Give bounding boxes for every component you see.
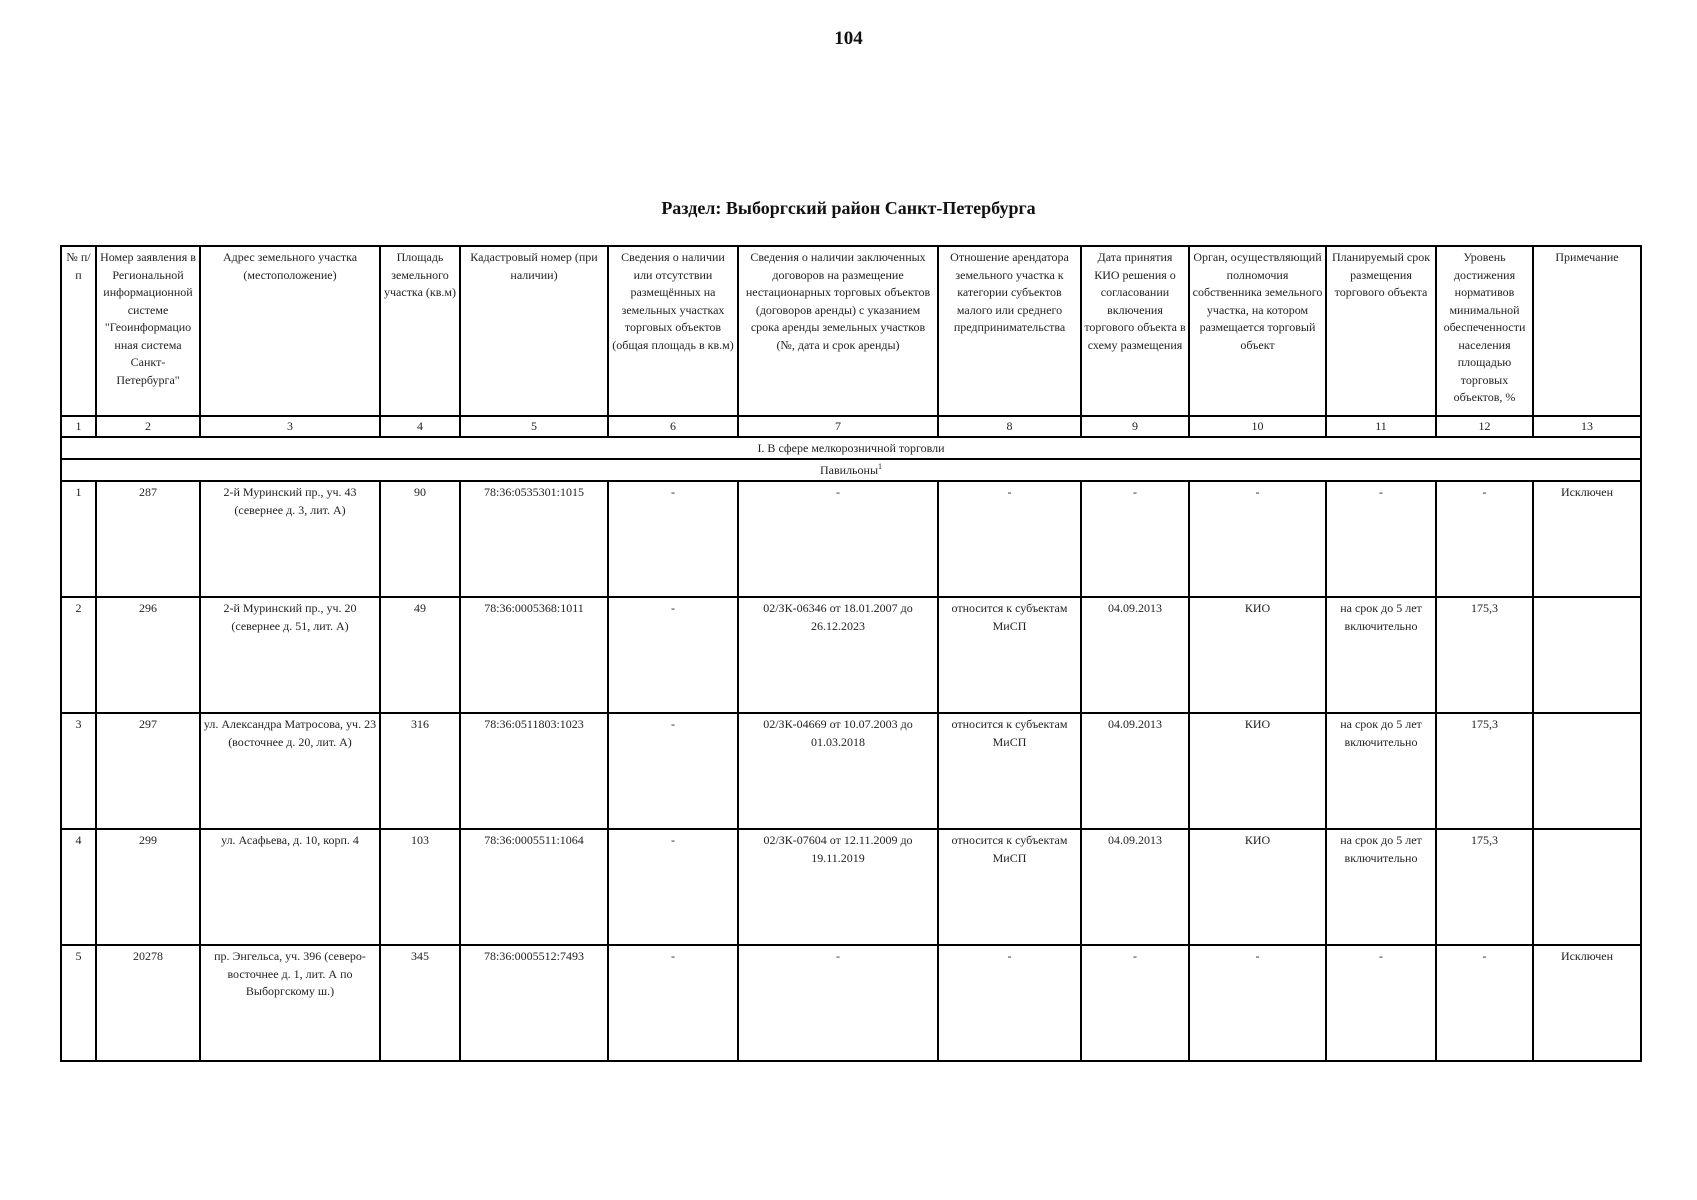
group-header: I. В сфере мелкорозничной торговли	[61, 437, 1641, 459]
table-cell: 20278	[96, 945, 200, 1061]
table-cell: -	[938, 481, 1081, 597]
table-cell: 2-й Муринский пр., уч. 20 (севернее д. 51, лит. А)	[200, 597, 380, 713]
column-number: 5	[460, 416, 608, 437]
table-cell: относится к субъектам МиСП	[938, 597, 1081, 713]
subgroup-label: Павильоны	[819, 463, 879, 477]
table-cell: 90	[380, 481, 460, 597]
column-number: 7	[738, 416, 938, 437]
table-cell: 345	[380, 945, 460, 1061]
column-header: Примечание	[1533, 246, 1641, 416]
table-cell: -	[608, 945, 738, 1061]
register-table	[60, 245, 1642, 1062]
column-number: 8	[938, 416, 1081, 437]
table-cell: -	[738, 481, 938, 597]
column-number: 3	[200, 416, 380, 437]
table-cell: 316	[380, 713, 460, 829]
column-header: Дата принятия КИО решения о согласовании включения торгового объекта в схему размещения	[1081, 246, 1189, 416]
table-cell	[1533, 829, 1641, 945]
table-cell: 04.09.2013	[1081, 713, 1189, 829]
table-cell: -	[1436, 945, 1533, 1061]
column-header: Сведения о наличии заключенных договоров на размещение нестационарных торговых объектов (договоров аренды) с указанием срока аренды земельных участков (№, дата и срок аренды)	[738, 246, 938, 416]
table-cell: 49	[380, 597, 460, 713]
table-cell: 02/ЗК-07604 от 12.11.2009 до 19.11.2019	[738, 829, 938, 945]
column-header: Отношение арендатора земельного участка к категории субъектов малого или среднего предпринимательства	[938, 246, 1081, 416]
table-cell: 299	[96, 829, 200, 945]
column-number: 11	[1326, 416, 1436, 437]
footnote-marker: 1	[878, 462, 883, 471]
table-cell: на срок до 5 лет включительно	[1326, 713, 1436, 829]
table-cell: пр. Энгельса, уч. 396 (северо-восточнее д. 1, лит. А по Выборгскому ш.)	[200, 945, 380, 1061]
subgroup-header	[61, 459, 1641, 481]
section-title: Раздел: Выборгский район Санкт-Петербурга	[661, 198, 1036, 218]
table-cell: 78:36:0005368:1011	[460, 597, 608, 713]
table-cell: Исключен	[1533, 481, 1641, 597]
column-header: Площадь земельного участка (кв.м)	[380, 246, 460, 416]
table-cell: -	[608, 713, 738, 829]
column-number: 4	[380, 416, 460, 437]
table-cell: 78:36:0005511:1064	[460, 829, 608, 945]
table-cell: КИО	[1189, 597, 1326, 713]
table-cell: 103	[380, 829, 460, 945]
table-cell: 2-й Муринский пр., уч. 43 (севернее д. 3, лит. А)	[200, 481, 380, 597]
table-cell: -	[1189, 481, 1326, 597]
column-number: 12	[1436, 416, 1533, 437]
table-cell: -	[738, 945, 938, 1061]
column-number: 9	[1081, 416, 1189, 437]
table-cell: КИО	[1189, 829, 1326, 945]
table-cell: -	[1326, 945, 1436, 1061]
table-cell: 175,3	[1436, 829, 1533, 945]
table-row	[61, 481, 1641, 597]
table-cell: 78:36:0535301:1015	[460, 481, 608, 597]
table-cell: 02/ЗК-06346 от 18.01.2007 до 26.12.2023	[738, 597, 938, 713]
table-cell: 04.09.2013	[1081, 829, 1189, 945]
column-header: Уровень достижения нормативов минимальной обеспеченности населения площадью торговых объектов, %	[1436, 246, 1533, 416]
table-cell: 2	[61, 597, 96, 713]
table-cell: -	[608, 481, 738, 597]
table-cell: 175,3	[1436, 713, 1533, 829]
header-row	[61, 246, 1641, 416]
table-cell: 04.09.2013	[1081, 597, 1189, 713]
column-header: Сведения о наличии или отсутствии размещённых на земельных участках торговых объектов (общая площадь в кв.м)	[608, 246, 738, 416]
table-cell: -	[1326, 481, 1436, 597]
table-cell: 78:36:0005512:7493	[460, 945, 608, 1061]
table-cell: 287	[96, 481, 200, 597]
table-cell: -	[608, 829, 738, 945]
table-cell: 1	[61, 481, 96, 597]
column-header: Номер заявления в Региональной информационной системе "Геоинформацио нная система Санкт-Петербурга"	[96, 246, 200, 416]
table-cell: 297	[96, 713, 200, 829]
table-cell: КИО	[1189, 713, 1326, 829]
table-cell	[1533, 713, 1641, 829]
table-cell: -	[1081, 945, 1189, 1061]
column-header: № п/п	[61, 246, 96, 416]
table-row	[61, 597, 1641, 713]
column-number-row	[61, 416, 1641, 437]
table-row	[61, 713, 1641, 829]
column-number: 10	[1189, 416, 1326, 437]
table-cell: 78:36:0511803:1023	[460, 713, 608, 829]
table-cell: 3	[61, 713, 96, 829]
table-cell: -	[608, 597, 738, 713]
page-number: 104	[834, 28, 863, 49]
column-number: 6	[608, 416, 738, 437]
table-cell: -	[1081, 481, 1189, 597]
column-header: Адрес земельного участка (местоположение)	[200, 246, 380, 416]
table-cell: 5	[61, 945, 96, 1061]
table-cell: на срок до 5 лет включительно	[1326, 597, 1436, 713]
table-cell: относится к субъектам МиСП	[938, 713, 1081, 829]
column-header: Кадастровый номер (при наличии)	[460, 246, 608, 416]
group-header-row	[61, 437, 1641, 459]
table-cell: относится к субъектам МиСП	[938, 829, 1081, 945]
table-cell: 175,3	[1436, 597, 1533, 713]
table-cell: -	[938, 945, 1081, 1061]
table-cell: ул. Асафьева, д. 10, корп. 4	[200, 829, 380, 945]
column-header: Орган, осуществляющий полномочия собственника земельного участка, на котором размещается торговый объект	[1189, 246, 1326, 416]
table-cell: Исключен	[1533, 945, 1641, 1061]
table-cell: на срок до 5 лет включительно	[1326, 829, 1436, 945]
table-cell: 02/ЗК-04669 от 10.07.2003 до 01.03.2018	[738, 713, 938, 829]
table-row	[61, 829, 1641, 945]
table-row	[61, 945, 1641, 1061]
table-cell: -	[1436, 481, 1533, 597]
table-cell: 4	[61, 829, 96, 945]
column-number: 1	[61, 416, 96, 437]
table-cell: 296	[96, 597, 200, 713]
column-number: 13	[1533, 416, 1641, 437]
table-cell: ул. Александра Матросова, уч. 23 (восточнее д. 20, лит. А)	[200, 713, 380, 829]
column-number: 2	[96, 416, 200, 437]
subgroup-header-row	[61, 459, 1641, 481]
table-cell: -	[1189, 945, 1326, 1061]
table-cell	[1533, 597, 1641, 713]
column-header: Планируемый срок размещения торгового объекта	[1326, 246, 1436, 416]
